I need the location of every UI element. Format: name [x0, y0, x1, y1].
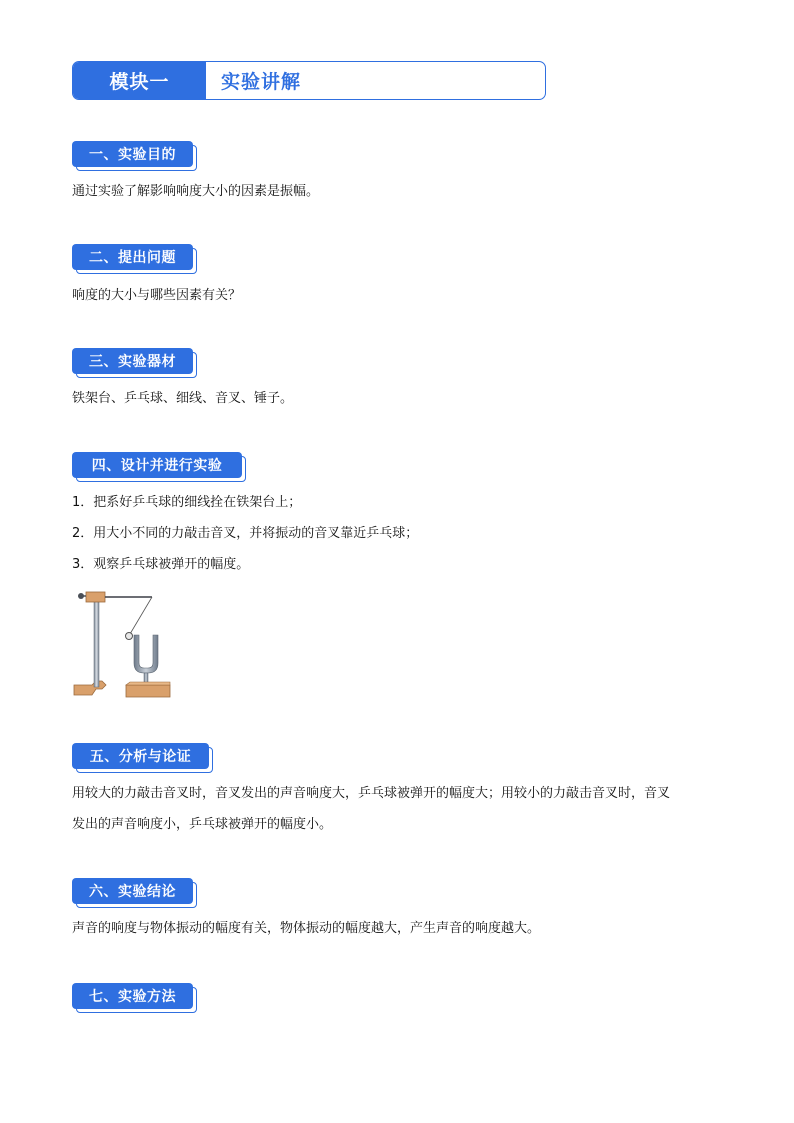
module-title: 实验讲解	[221, 71, 302, 93]
section-heading-label: 三、实验器材	[72, 348, 193, 374]
module-tag: 模块一	[73, 62, 206, 99]
section-heading-label: 六、实验结论	[72, 878, 193, 904]
section-heading-purpose	[72, 141, 193, 167]
apparatus-illustration	[72, 585, 176, 701]
section-heading-label: 一、实验目的	[72, 141, 193, 167]
analysis-line: 用较大的力敲击音叉时，音叉发出的声音响度大，乒乓球被弹开的幅度大；用较小的力敲击音叉时，音叉	[72, 786, 671, 801]
section-heading-label: 二、提出问题	[72, 244, 193, 270]
section-text-conclusion: 声音的响度与物体振动的幅度有关，物体振动的幅度越大，产生声音的响度越大。	[72, 921, 541, 936]
apparatus-diagram	[72, 585, 176, 701]
section-text-purpose: 通过实验了解影响响度大小的因素是振幅。	[72, 184, 320, 199]
section-heading-label: 七、实验方法	[72, 983, 193, 1009]
procedure-step: 2．用大小不同的力敲击音叉，并将振动的音叉靠近乒乓球；	[72, 526, 419, 541]
module-banner	[72, 61, 546, 100]
section-heading-label: 四、设计并进行实验	[72, 452, 242, 478]
section-heading-question	[72, 244, 193, 270]
stand-clamp	[86, 592, 105, 602]
analysis-line: 发出的声音响度小，乒乓球被弹开的幅度小。	[72, 817, 333, 832]
tuning-fork	[134, 635, 158, 673]
procedure-step: 3．观察乒乓球被弹开的幅度。	[72, 557, 250, 572]
fork-base	[126, 685, 170, 697]
stand-base	[74, 681, 106, 695]
section-heading-analysis	[72, 743, 209, 769]
ping-pong-ball	[126, 633, 133, 640]
section-text-equipment: 铁架台、乒乓球、细线、音叉、锤子。	[72, 391, 294, 406]
thread	[130, 597, 152, 634]
section-heading-conclusion	[72, 878, 193, 904]
section-heading-procedure	[72, 452, 242, 478]
procedure-step: 1．把系好乒乓球的细线拴在铁架台上；	[72, 495, 302, 510]
section-text-question: 响度的大小与哪些因素有关？	[72, 288, 242, 303]
section-heading-label: 五、分析与论证	[72, 743, 209, 769]
section-heading-method	[72, 983, 193, 1009]
stand-rod	[94, 597, 99, 687]
section-heading-equipment	[72, 348, 193, 374]
